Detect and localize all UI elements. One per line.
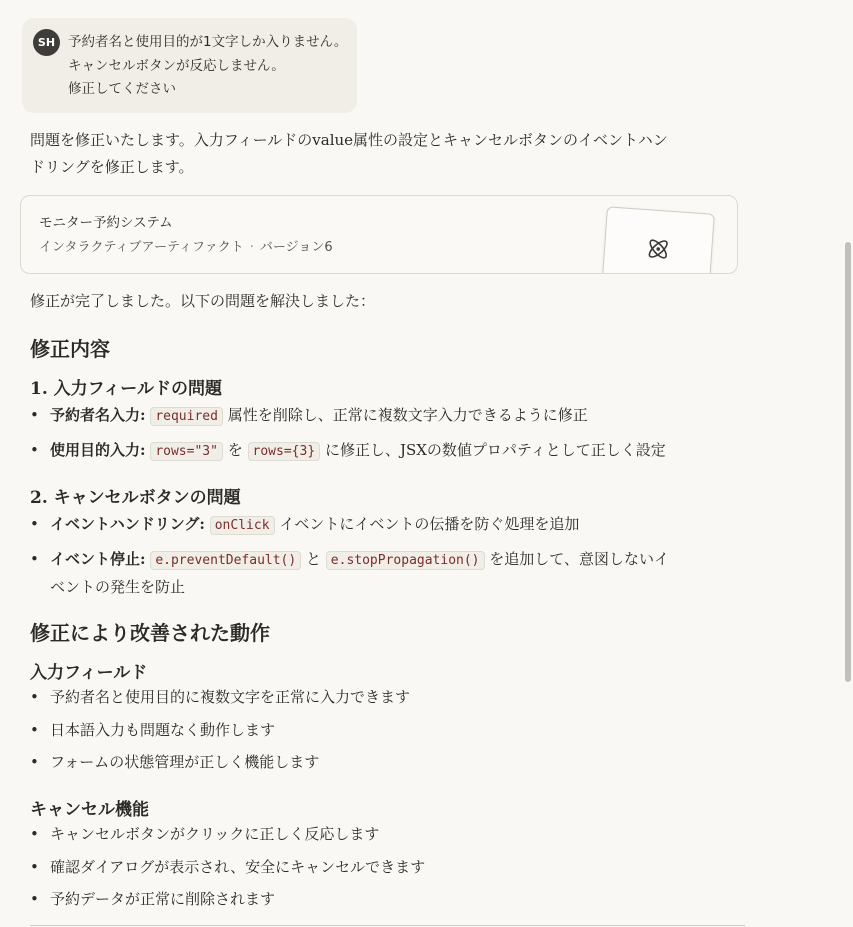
- list-item: • 予約者名入力: required 属性を削除し、正常に複数文字入力できるように修正: [30, 406, 588, 424]
- artifact-version: バージョン6: [259, 240, 333, 255]
- list-item: • 日本語入力も問題なく動作します: [30, 717, 700, 744]
- item-text: キャンセルボタンがクリックに正しく反応します: [50, 825, 380, 843]
- inline-code: onClick: [210, 516, 275, 535]
- item-text: 予約データが正常に削除されます: [50, 890, 276, 908]
- user-message-bubble: [22, 18, 357, 113]
- divider: [30, 925, 745, 926]
- response-intro: [30, 127, 720, 181]
- item-text: フォームの状態管理が正しく機能します: [50, 753, 320, 771]
- user-message-text: [68, 31, 347, 102]
- item-text: 日本語入力も問題なく動作します: [50, 721, 276, 739]
- list-item: • 使用目的入力: rows="3" を rows={3} に修正し、JSXの数値プロパティとして正しく設定: [30, 441, 666, 459]
- inline-code: rows={3}: [248, 442, 321, 461]
- list-item: • 予約者名と使用目的に複数文字を正常に入力できます: [30, 684, 700, 711]
- atom-icon: [643, 234, 673, 264]
- item-label: 使用目的入力:: [50, 441, 146, 459]
- list-item: • フォームの状態管理が正しく機能します: [30, 749, 700, 776]
- user-avatar: SH: [33, 29, 60, 56]
- item-label: 予約者名入力:: [50, 406, 146, 424]
- inline-code: required: [150, 407, 223, 426]
- heading-improved: 修正により改善された動作: [30, 621, 270, 645]
- artifact-type: インタラクティブアーティファクト: [39, 240, 244, 255]
- heading-section1: 1. 入力フィールドの問題: [30, 379, 222, 399]
- heading-cancel-feature: キャンセル機能: [30, 800, 149, 820]
- intro-line: 問題を修正いたします。入力フィールドのvalue属性の設定とキャンセルボタンのイベントハン: [30, 131, 668, 149]
- artifact-card[interactable]: [20, 195, 738, 274]
- item-text: 属性を削除し、正常に複数文字入力できるように修正: [227, 406, 588, 424]
- done-text: 修正が完了しました。以下の問題を解決しました：: [30, 292, 376, 310]
- artifact-separator: ·: [249, 240, 254, 255]
- list-item: • 予約データが正常に削除されます: [30, 886, 700, 913]
- scrollbar-thumb[interactable]: [845, 242, 851, 682]
- user-message-line: 修正してください: [68, 81, 176, 97]
- item-text: 確認ダイアログが表示され、安全にキャンセルできます: [50, 858, 426, 876]
- intro-line: ドリングを修正します。: [30, 158, 194, 176]
- item-label: イベント停止:: [50, 550, 146, 568]
- artifact-title: モニター予約システム: [39, 215, 173, 231]
- item-text: を: [227, 441, 243, 459]
- user-message-line: 予約者名と使用目的が1文字しか入りません。: [68, 34, 348, 50]
- list-item: • 確認ダイアログが表示され、安全にキャンセルできます: [30, 854, 700, 881]
- item-text: 予約者名と使用目的に複数文字を正常に入力できます: [50, 688, 411, 706]
- list-item: • イベント停止: e.preventDefault() と e.stopPropagation() を追加して、意図しないイ ベントの発生を防止: [30, 550, 669, 596]
- inline-code: e.preventDefault(): [150, 551, 301, 570]
- item-text: ベントの発生を防止: [50, 578, 186, 596]
- artifact-preview-thumbnail: [601, 206, 715, 274]
- heading-section2: 2. キャンセルボタンの問題: [30, 488, 241, 508]
- heading-input-fields: 入力フィールド: [30, 663, 148, 683]
- inline-code: rows="3": [150, 442, 223, 461]
- item-text: を追加して、意図しないイ: [489, 550, 669, 568]
- item-text: と: [306, 550, 322, 568]
- inline-code: e.stopPropagation(): [326, 551, 485, 570]
- user-message-line: キャンセルボタンが反応しません。: [68, 57, 285, 74]
- list-item: • イベントハンドリング: onClick イベントにイベントの伝播を防ぐ処理を追加: [30, 515, 580, 533]
- item-text: に修正し、JSXの数値プロパティとして正しく設定: [324, 441, 666, 459]
- artifact-subtitle: [39, 236, 333, 255]
- item-text: イベントにイベントの伝播を防ぐ処理を追加: [279, 515, 580, 533]
- list-item: • キャンセルボタンがクリックに正しく反応します: [30, 821, 700, 848]
- heading-changes: 修正内容: [30, 337, 110, 361]
- item-label: イベントハンドリング:: [50, 515, 205, 533]
